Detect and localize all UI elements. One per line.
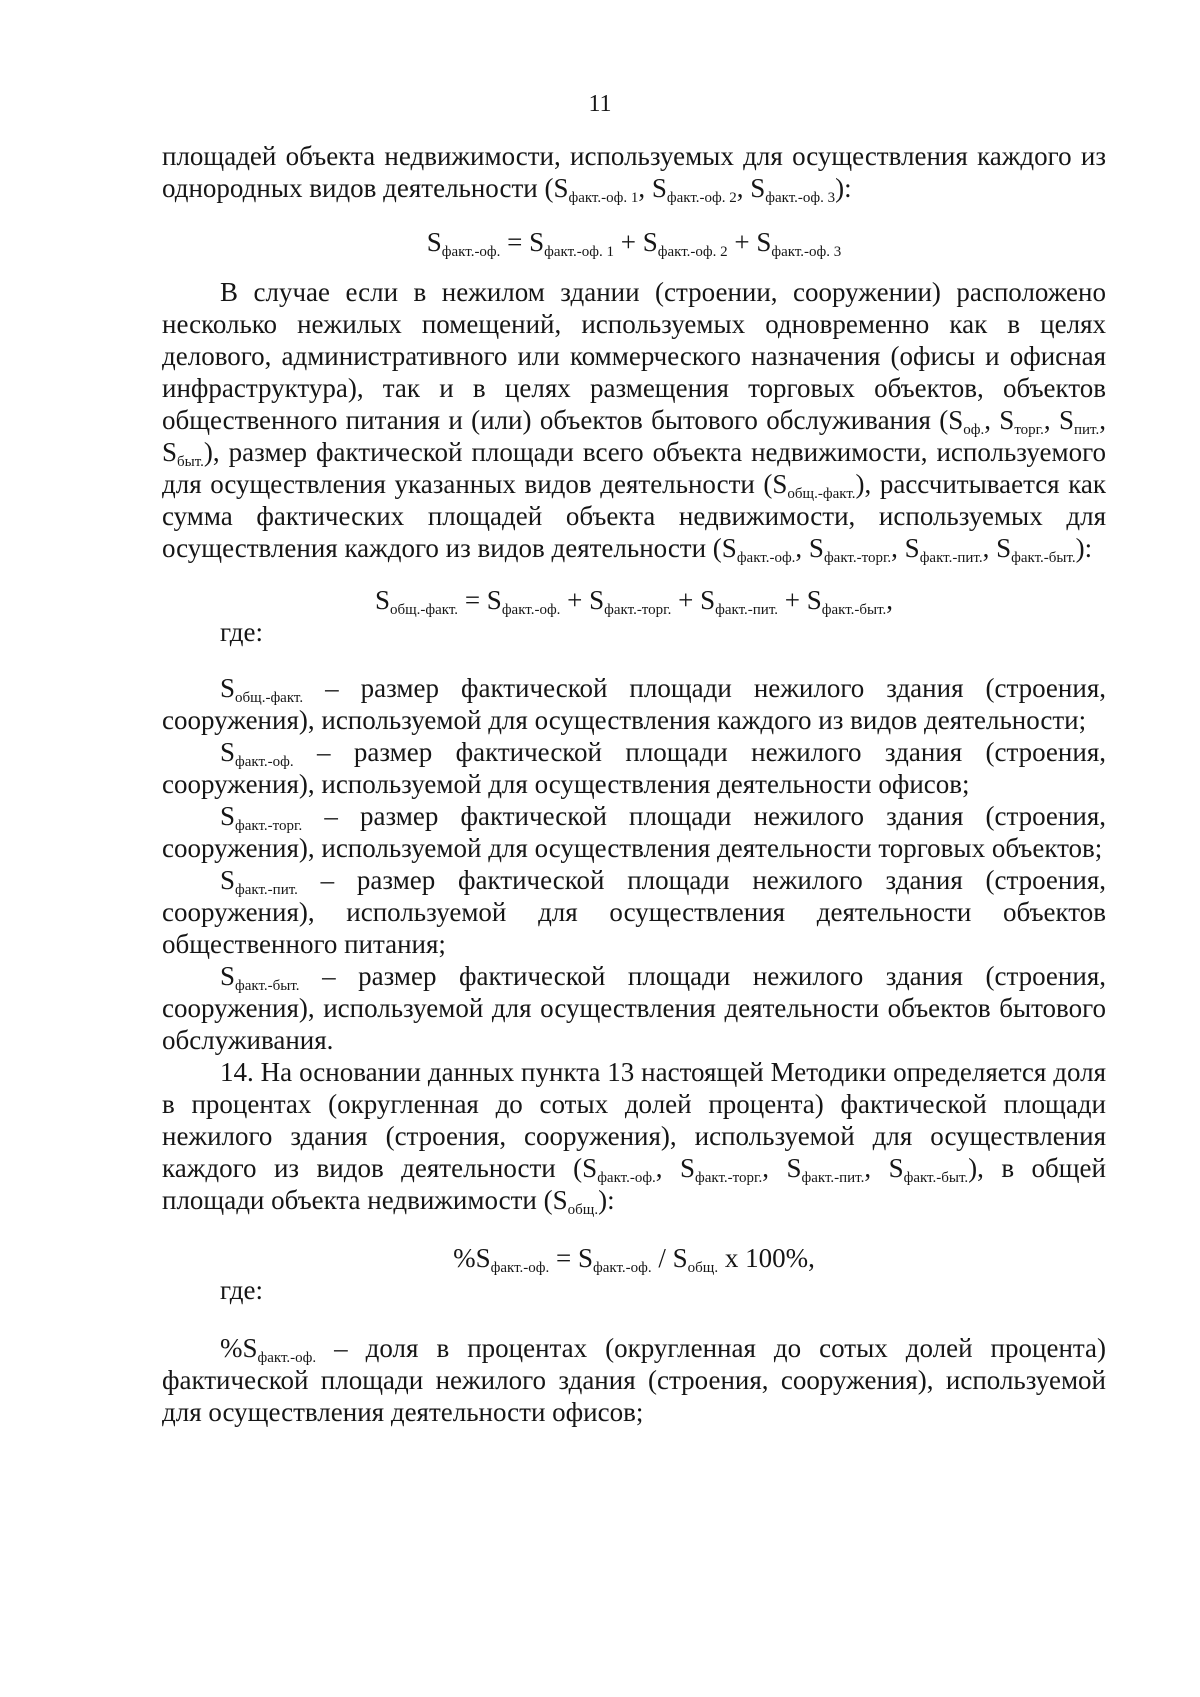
paragraph-item-14: 14. На основании данных пункта 13 настоящей Методики определяется доля в процентах (округленная до сотых долей процента) фактической площади нежилого здания (строения, сооружения), используемой для осуществления каждого из видов деятельности ($S_{факт.-оф.}$, $S_{факт.-торг.}$, $S_{факт.-пит.}$, $S_{факт.-быт.}$), в общей площади объекта недвижимости $(S_{общ.})$: <box>162 1057 1106 1218</box>
formula-total-actual: $S_{общ.-факт.} = S_{факт.-оф.} + S_{факт.-торг.} + S_{факт.-пит.} + S_{факт.-быт.}$, <box>374 585 894 618</box>
page-number: 11 <box>588 91 612 117</box>
definition-trade: $S_{факт.-торг.}$ – размер фактической площади нежилого здания (строения, сооружения), используемой для осуществления деятельности торговых объектов; <box>162 801 1106 863</box>
document-body <box>162 140 1106 1428</box>
definition-percent-offices: $\%S_{факт.-оф.}$ – доля в процентах (округленная до сотых долей процента) фактической площади нежилого здания (строения, сооружения), используемой для осуществления деятельности офисов; <box>162 1333 1106 1427</box>
definition-offices: $S_{факт.-оф.}$ – размер фактической площади нежилого здания (строения, сооружения), используемой для осуществления деятельности офисов; <box>162 737 1106 799</box>
where-label: где: <box>220 1275 263 1305</box>
definition-total-actual: $S_{общ.-факт.}$ – размер фактической площади нежилого здания (строения, сооружения), используемой для осуществления каждого из видов деятельности; <box>162 673 1106 735</box>
paragraph-mixed-use: В случае если в нежилом здании (строении, сооружении) расположено несколько нежилых помещений, используемых одновременно как в целях делового, административного или коммерческого назначения (офисы и офисная инфраструктура), так и в целях размещения торговых объектов, объектов общественного питания и (или) объектов бытового обслуживания ($S_{оф.}$, $S_{торг.}$, $S_{пит.}$, $S_{быт.}$), размер фактической площади всего объекта недвижимости, используемого для осуществления указанных видов деятельности $(S_{общ.-факт.})$, рассчитывается как сумма фактических площадей объекта недвижимости, используемых для осуществления каждого из видов деятельности ($S_{факт.-оф.}$, $S_{факт.-торг.}$, $S_{факт.-пит.}$, $S_{факт.-быт.}$): <box>162 277 1107 566</box>
definition-consumer-services: $S_{факт.-быт.}$ – размер фактической площади нежилого здания (строения, сооружения), используемой для осуществления деятельности объектов бытового обслуживания. <box>162 961 1106 1055</box>
where-label: где: <box>220 617 263 647</box>
formula-percent-offices: $\%S_{факт.-оф.} = S_{факт.-оф.} / S_{общ.}$ x 100%, <box>453 1243 815 1276</box>
formula-sum-offices: $S_{факт.-оф.} = S_{факт.-оф. 1} + S_{факт.-оф. 2} + S_{факт.-оф. 3}$ <box>426 227 842 260</box>
paragraph-continuation: площадей объекта недвижимости, используемых для осуществления каждого из однородных видов деятельности ($S_{факт.-оф. 1}$, $S_{факт.-оф. 2}$, $S_{факт.-оф. 3}$): <box>162 141 1106 206</box>
definition-catering: $S_{факт.-пит.}$ – размер фактической площади нежилого здания (строения, сооружения), используемой для осуществления деятельности объектов общественного питания; <box>162 865 1106 959</box>
